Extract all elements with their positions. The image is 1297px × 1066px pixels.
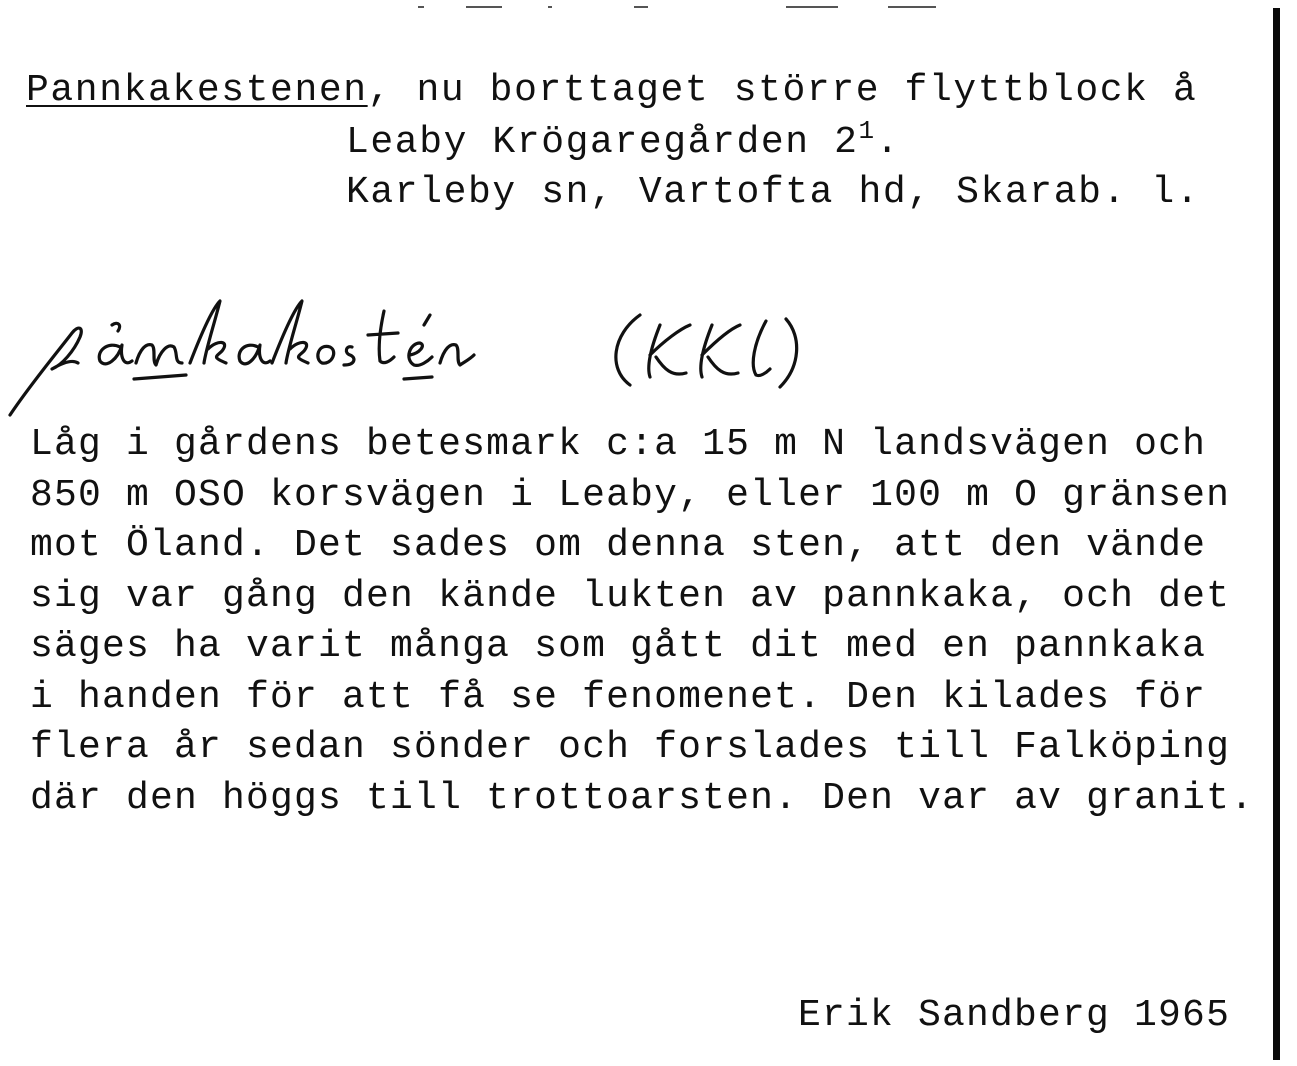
handwritten-annotation <box>0 285 820 425</box>
header-line-2 <box>346 116 901 164</box>
header-line-1-rest: , nu borttaget större flyttblock å <box>367 69 1198 112</box>
handwriting-drawing <box>0 285 820 425</box>
body-line: där den höggs till trottoarsten. Den var av granit. <box>30 776 1255 820</box>
body-line: 850 m OSO korsvägen i Leaby, eller 100 m O gränsen <box>30 473 1231 517</box>
body-line: sig var gång den kände lukten av pannkaka, och det <box>30 574 1231 618</box>
farm-name: Leaby Krögaregården 2 <box>346 121 859 164</box>
signature: Erik Sandberg 1965 <box>798 994 1231 1037</box>
headword: Pannkakestenen <box>26 69 368 112</box>
body-line: Låg i gårdens betesmark c:a 15 m N landsvägen och <box>30 423 1207 466</box>
scan-specks <box>0 6 1297 10</box>
speck <box>888 6 936 8</box>
handwritten-text <box>0 425 1 426</box>
speck <box>418 6 424 8</box>
header-line-1 <box>26 69 1198 112</box>
farm-number-superscript: 1 <box>858 116 876 146</box>
body-line: i handen för att få se fenomenet. Den kilades för <box>30 675 1207 719</box>
body-text <box>30 420 1280 824</box>
body-line: säges ha varit många som gått dit med en pannkaka <box>30 625 1207 668</box>
speck <box>634 6 648 8</box>
header-line-3: Karleby sn, Vartofta hd, Skarab. l. <box>346 171 1201 214</box>
speck <box>548 6 552 8</box>
header-line-2-end: . <box>875 121 901 164</box>
speck <box>466 6 502 8</box>
body-line: flera år sedan sönder och forslades till Falköping <box>30 726 1231 769</box>
speck <box>786 6 838 8</box>
body-line: mot Öland. Det sades om denna sten, att den vände <box>30 524 1207 567</box>
